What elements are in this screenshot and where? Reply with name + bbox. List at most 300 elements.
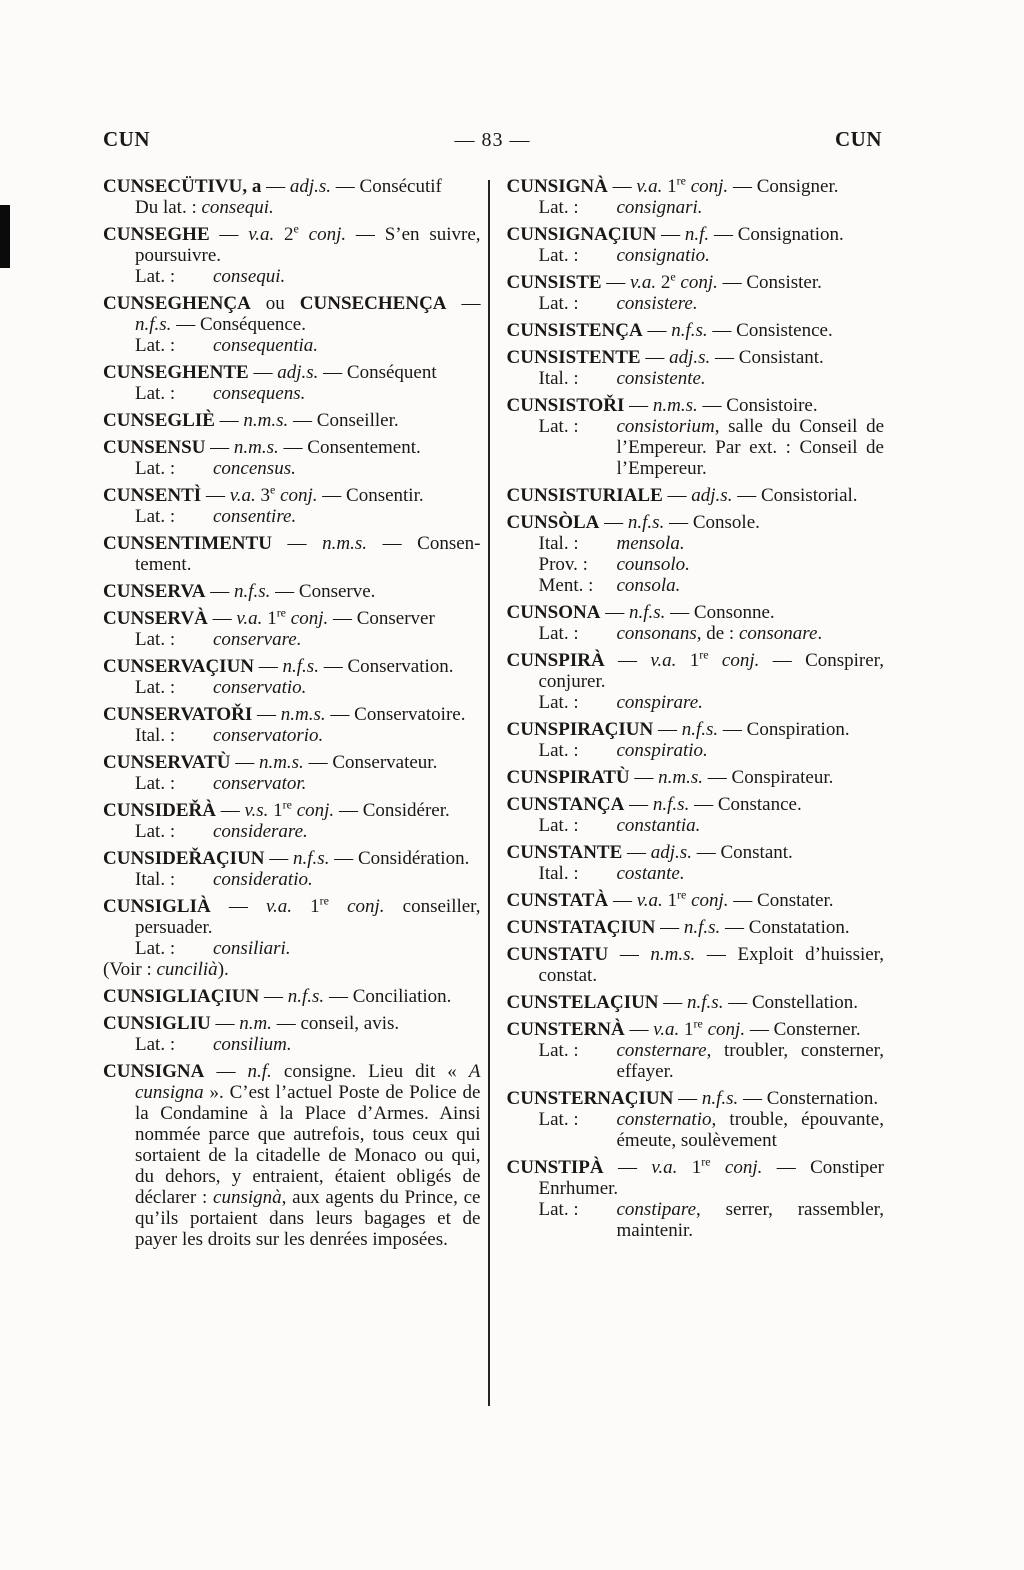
language-label: Lat. : (538, 245, 579, 266)
dictionary-entry (507, 395, 885, 479)
language-label: Lat. : (135, 506, 176, 527)
etymology-content (213, 335, 318, 356)
italic-text: n.f.s. (701, 1088, 739, 1109)
italic-text: n.m.s. (658, 767, 704, 788)
entry-head-line (103, 437, 481, 458)
italic-text: v.a. (650, 650, 677, 671)
ordinal-superscript: re (319, 893, 329, 908)
dictionary-entry (507, 917, 885, 938)
italic-text: consternare (616, 1040, 707, 1061)
entry-text: — (261, 176, 290, 197)
ordinal-superscript: e (293, 221, 299, 236)
italic-text: consola. (616, 575, 681, 596)
dictionary-entry (507, 224, 885, 266)
entry-head-line (506, 269, 885, 293)
entry-head-line (103, 176, 481, 197)
italic-text: conj. (690, 176, 729, 197)
italic-text: conj. (680, 272, 718, 293)
etymology-content (617, 623, 823, 644)
entry-text: — Conseiller. (288, 410, 399, 431)
entry-language-line (507, 197, 885, 218)
italic-text: constantia. (616, 815, 701, 836)
entry-language-line (507, 245, 885, 266)
headword-text: CUNSEGLIÈ (103, 410, 215, 431)
italic-text: consentire. (213, 506, 297, 527)
entry-text: , serrer, rassembler, maintenir. (616, 1199, 884, 1241)
entry-text: 1 (662, 890, 677, 911)
entry-text: — (655, 917, 684, 938)
dictionary-entry (506, 647, 885, 713)
entry-text: — (607, 176, 637, 197)
entry-head-line (506, 647, 885, 692)
italic-text: v.a. (630, 272, 657, 293)
italic-text: consternatio (616, 1109, 712, 1130)
italic-text: n.f. (247, 1061, 272, 1082)
language-label: Lat. : (538, 293, 579, 314)
etymology-content (617, 197, 703, 218)
italic-text: consignatio. (616, 245, 710, 266)
entry-head-line (103, 893, 481, 938)
entry-language-line (103, 725, 481, 746)
headword-text: CUNSERVATOŘI (103, 704, 253, 725)
entry-text: — (673, 1088, 702, 1109)
header-keyword-right: CUN (835, 127, 882, 151)
italic-text: n.f.s. (628, 602, 666, 623)
italic-text: conj. (691, 890, 729, 911)
etymology-content (213, 629, 301, 650)
dictionary-entry (507, 794, 885, 836)
headword-text: CUNSTANÇA (506, 794, 625, 815)
language-label: Lat. : (135, 458, 176, 479)
headword-text: CUNSEGHE (103, 224, 210, 245)
headword-text: CUNSENTIMENTU (103, 533, 272, 554)
entry-head-line (506, 173, 885, 197)
entry-language-line (103, 629, 481, 650)
italic-text: consilium. (213, 1034, 292, 1055)
dictionary-entry (103, 581, 481, 602)
entry-language-line (507, 1109, 885, 1151)
language-label: Ment. : (538, 575, 594, 596)
etymology-content (617, 533, 685, 554)
italic-text: constipare (616, 1199, 697, 1220)
dictionary-entry (507, 485, 885, 506)
language-label: Prov. : (538, 554, 588, 575)
entry-text: 1 (262, 608, 277, 629)
dictionary-entry (507, 944, 885, 986)
dictionary-entry (103, 704, 481, 746)
language-label: Lat. : (135, 335, 176, 356)
entry-text: , trouble, épouvante, émeute, soulèvement (616, 1109, 884, 1151)
entry-text: — (205, 437, 234, 458)
entry-text: — (209, 224, 249, 245)
language-label: Lat. : (538, 1040, 579, 1061)
entry-text: — Consistence. (707, 320, 833, 341)
entry-head-line (507, 992, 885, 1013)
scan-artifact-mark (0, 205, 10, 268)
etymology-content (617, 575, 681, 596)
headword-text: CUNSERVAÇIUN (103, 656, 255, 677)
entry-text: — Conservatoire. (325, 704, 466, 725)
dictionary-entry (103, 605, 481, 650)
entry-text: — Conspirer, conjurer. (538, 650, 884, 692)
entry-text: 1 (662, 176, 677, 197)
entry-head-line (103, 848, 481, 869)
dictionary-entry (103, 221, 481, 287)
entry-language-line (507, 623, 885, 644)
entry-language-line (103, 335, 481, 356)
entry-text: , aux agents du Prince, ce qu’ils portaient dans leurs bagages et de payer les droits sur les denrées imposées. (135, 1187, 481, 1250)
entry-text: — (264, 848, 294, 869)
entry-text: — (207, 608, 237, 629)
headword-text: CUNSTATAÇIUN (506, 917, 656, 938)
etymology-content (213, 458, 296, 479)
entry-text: — (599, 512, 628, 533)
entry-text: 1 (677, 1157, 702, 1178)
language-label: Lat. : (135, 821, 176, 842)
entry-head-line (103, 986, 481, 1007)
dictionary-entry (103, 656, 481, 698)
dictionary-entry (103, 533, 481, 575)
headword-text: CUNSIGNA (103, 1061, 205, 1082)
language-label: Ital. : (538, 368, 579, 389)
ordinal-superscript: re (699, 647, 709, 662)
italic-text: A cunsigna (135, 1061, 481, 1103)
headword-text: CUNSERVÀ (103, 608, 208, 629)
entry-head-line (507, 719, 885, 740)
entry-head-line (103, 656, 481, 677)
dictionary-entry (103, 893, 481, 980)
entry-language-line (507, 740, 885, 761)
entry-text: — (215, 800, 245, 821)
italic-text: v.a. (636, 890, 663, 911)
ordinal-superscript: re (701, 1154, 711, 1169)
headword-text: CUNSISTENTE (506, 347, 641, 368)
entry-text: — (259, 986, 288, 1007)
entry-head-line (506, 887, 885, 911)
entry-text: — (624, 395, 653, 416)
entry-text: . (817, 623, 823, 644)
dictionary-entry (103, 1061, 481, 1250)
etymology-content (617, 1040, 885, 1082)
ordinal-superscript: e (269, 482, 276, 497)
entry-head-line (507, 944, 885, 986)
etymology-content (617, 1109, 885, 1151)
italic-text: n.m. (239, 1013, 272, 1034)
dictionary-entry (507, 347, 885, 389)
italic-text: consonans (616, 623, 697, 644)
etymology-content (617, 245, 710, 266)
dictionary-entry (506, 173, 885, 218)
italic-text: conservare. (213, 629, 302, 650)
italic-text: n.f.s. (293, 848, 330, 869)
etymology-content (617, 863, 685, 884)
etymology-content (213, 821, 308, 842)
entry-head-line (506, 1154, 885, 1199)
etymology-content (617, 815, 701, 836)
entry-language-line (103, 938, 481, 959)
italic-text: n.m.s. (650, 944, 696, 965)
dictionary-entry (507, 842, 885, 884)
language-label: Lat. : (538, 1199, 579, 1220)
entry-text: consigne. Lieu dit « (271, 1061, 469, 1082)
italic-text: consequentia. (213, 335, 319, 356)
entry-language-line (103, 677, 481, 698)
ordinal-superscript: re (676, 887, 687, 902)
entry-language-line (103, 383, 481, 404)
entry-language-line (507, 416, 885, 479)
italic-text: concensus. (213, 458, 296, 479)
entry-head-line (507, 320, 885, 341)
language-label: Ital. : (538, 533, 579, 554)
entry-head-line (507, 395, 885, 416)
ordinal-superscript: e (670, 269, 676, 284)
etymology-content (213, 1034, 292, 1055)
dictionary-entry (103, 410, 481, 431)
entry-text: — Consonne. (665, 602, 775, 623)
headword-text: CUNSTERNAÇIUN (506, 1088, 674, 1109)
language-label: Lat. : (538, 623, 579, 644)
entry-text: — (210, 896, 266, 917)
column-right (506, 173, 885, 1256)
entry-language-line (507, 533, 885, 554)
entry-head-line (506, 1016, 885, 1040)
entry-text: ». C’est l’actuel Poste de Police de la Condamine à la Place d’Armes. Ainsi nommée parce que autrefois, tous ceux qui sortaient de la citadelle de Monaco ou qui, du dehors, y entraient, étaient obligés de déclarer : (135, 1082, 481, 1208)
dictionary-entry (507, 767, 885, 788)
italic-text: n.f.s. (683, 917, 721, 938)
headword-text: CUNSÒLA (506, 512, 600, 533)
italic-text: n.f.s. (627, 512, 665, 533)
italic-text: conservatorio. (213, 725, 324, 746)
etymology-content (213, 938, 291, 959)
dictionary-entry (103, 986, 481, 1007)
entry-text: — Constance. (689, 794, 802, 815)
italic-text: v.a. (653, 1019, 680, 1040)
dictionary-entry (103, 752, 481, 794)
italic-text: n.f.s. (652, 794, 690, 815)
dictionary-entry (506, 887, 885, 911)
italic-text: n.f.s. (282, 656, 319, 677)
entry-text: — (600, 602, 629, 623)
entry-head-line (103, 752, 481, 773)
italic-text: adj.s. (289, 176, 332, 197)
italic-text: mensola. (616, 533, 685, 554)
italic-text: conspirare. (616, 692, 703, 713)
entry-head-line (507, 347, 885, 368)
entry-head-line (103, 293, 481, 335)
etymology-content (617, 1199, 885, 1241)
headword-text: CUNSISTE (506, 272, 602, 293)
entry-head-line (103, 797, 481, 821)
entry-text: — (248, 362, 278, 383)
italic-text: considerare. (213, 821, 308, 842)
entry-head-line (507, 767, 885, 788)
entry-text: — Constater. (728, 890, 834, 911)
etymology-content (213, 266, 285, 287)
italic-text: consistorium (616, 416, 715, 437)
italic-text: consequi. (201, 197, 274, 218)
entry-text: — (603, 1157, 652, 1178)
language-label: Lat. : (135, 938, 176, 959)
italic-text: consistente. (616, 368, 706, 389)
entry-text: — Consistant. (710, 347, 824, 368)
entry-text: — (642, 320, 672, 341)
italic-text: v.a. (229, 485, 256, 506)
entry-text: — Consignation. (709, 224, 844, 245)
language-label: Lat. : (538, 197, 579, 218)
italic-text: conservatio. (213, 677, 307, 698)
entry-text: — Conservation. (318, 656, 454, 677)
dictionary-entry (507, 719, 885, 761)
entry-text: — Conspirateur. (703, 767, 834, 788)
ordinal-superscript: re (676, 173, 686, 188)
entry-text: — (204, 1061, 248, 1082)
entry-text: 3 (255, 485, 270, 506)
italic-text: adj.s. (650, 842, 692, 863)
italic-text: n.f.s. (287, 986, 325, 1007)
dictionary-entry (103, 482, 481, 527)
page-number: — 83 — (454, 129, 531, 151)
italic-text: consequens. (213, 383, 306, 404)
entry-language-line (103, 458, 481, 479)
entry-text: — Conspiration. (718, 719, 850, 740)
entry-text: — Conciliation. (324, 986, 452, 1007)
entry-text: — (214, 410, 244, 431)
ordinal-superscript: re (693, 1016, 703, 1031)
headword-text: CUNSIGNÀ (506, 176, 608, 197)
dictionary-entry (507, 512, 885, 596)
entry-language-line (507, 863, 885, 884)
italic-text: adj.s. (669, 347, 711, 368)
headword-text: CUNSIGLIU (103, 1013, 211, 1034)
entry-head-line (507, 842, 885, 863)
entry-language-line (103, 869, 481, 890)
entry-text: , salle du Conseil de l’Empereur. Par ext. : Conseil de l’Empereur. (616, 416, 884, 479)
dictionary-entry (103, 437, 481, 479)
entry-language-line (507, 575, 885, 596)
entry-text (329, 896, 347, 917)
italic-text: n.f. (684, 224, 710, 245)
entry-text: — (656, 224, 685, 245)
headword-text: CUNSISTURIALE (506, 485, 663, 506)
italic-text: conj. (707, 1019, 746, 1040)
language-label: Ital. : (538, 863, 579, 884)
italic-text: n.f.s. (135, 314, 172, 335)
headword-text: CUNSTERNÀ (506, 1019, 625, 1040)
italic-text: conj. (724, 1157, 763, 1178)
entry-language-line (103, 821, 481, 842)
headword-text: CUNSIGLIAÇIUN (103, 986, 260, 1007)
entry-text: — Conserver (328, 608, 435, 629)
headword-text: CUNSPIRAÇIUN (506, 719, 654, 740)
entry-text: (Voir : (103, 959, 157, 980)
italic-text: conj. (347, 896, 385, 917)
etymology-content (213, 773, 306, 794)
italic-text: conj. (290, 608, 329, 629)
dictionary-entry (507, 992, 885, 1013)
headword-text: CUNSERVATÙ (103, 752, 231, 773)
entry-text: — Consentir. (317, 485, 424, 506)
etymology-content (617, 692, 703, 713)
italic-text: n.f.s. (681, 719, 719, 740)
entry-text: Du lat. : (135, 197, 202, 218)
headword-text: CUNSTATÀ (506, 890, 609, 911)
italic-text: n.f.s. (233, 581, 271, 602)
language-label: Lat. : (135, 677, 176, 698)
italic-text: conj. (280, 485, 318, 506)
ordinal-superscript: re (282, 797, 292, 812)
entry-text: — Consentement. (278, 437, 421, 458)
italic-text: v.s. (244, 800, 269, 821)
entry-language-line (103, 266, 481, 287)
header-keyword-left: CUN (103, 127, 150, 151)
entry-head-line (103, 1013, 481, 1034)
entry-language-line (103, 506, 481, 527)
italic-text: conspiratio. (616, 740, 708, 761)
italic-text: v.a. (636, 176, 663, 197)
language-label: Lat. : (538, 692, 579, 713)
headword-text: CUNSPIRÀ (506, 650, 605, 671)
entry-text: — (210, 1013, 240, 1034)
headword-text: CUNSENSU (103, 437, 206, 458)
entry-text: 1 (291, 896, 320, 917)
entry-text: ). (217, 959, 229, 980)
headword-text: CUNSECHENÇA (299, 293, 447, 314)
entry-text (711, 1157, 725, 1178)
etymology-content (617, 416, 885, 479)
entry-text: — Constellation. (723, 992, 859, 1013)
entry-head-line (507, 224, 885, 245)
entry-text: — (252, 704, 281, 725)
entry-text: 2 (656, 272, 671, 293)
headword-text: CUNSIGLIÀ (103, 896, 211, 917)
entry-text: — (640, 347, 670, 368)
italic-text: v.a. (265, 896, 292, 917)
language-label: Lat. : (135, 1034, 176, 1055)
entry-text: — (624, 794, 653, 815)
etymology-content (617, 293, 698, 314)
italic-text: n.m.s. (280, 704, 326, 725)
entry-text: — Consentement. (135, 533, 481, 575)
headword-text: CUNSTELAÇIUN (506, 992, 659, 1013)
italic-text: conj. (296, 800, 335, 821)
italic-text: consideratio. (213, 869, 313, 890)
entry-text: — Console. (664, 512, 760, 533)
language-label: Lat. : (538, 740, 579, 761)
italic-text: n.f.s. (687, 992, 724, 1013)
italic-text: cuncilià (156, 959, 218, 980)
entry-text: — Consister. (717, 272, 822, 293)
entry-head-line (103, 581, 481, 602)
headword-text: CUNSONA (506, 602, 601, 623)
entry-text: — (601, 272, 631, 293)
entry-text: 1 (679, 1019, 694, 1040)
headword-text: CUNSIGNAÇIUN (506, 224, 657, 245)
entry-text: — Constatation. (720, 917, 850, 938)
dictionary-entry (507, 1088, 885, 1151)
italic-text: costante. (616, 863, 685, 884)
italic-text: adj.s. (691, 485, 733, 506)
etymology-content (213, 677, 306, 698)
entry-head-line (507, 602, 885, 623)
entry-text: , troubler, consterner, effayer. (616, 1040, 884, 1082)
entry-language-line (103, 1034, 481, 1055)
entry-see-also (103, 959, 481, 980)
language-label: Lat. : (135, 383, 176, 404)
italic-text: n.m.s. (233, 437, 279, 458)
entry-language-line (103, 773, 481, 794)
language-label: Lat. : (538, 1109, 579, 1130)
entry-language-line (507, 815, 885, 836)
